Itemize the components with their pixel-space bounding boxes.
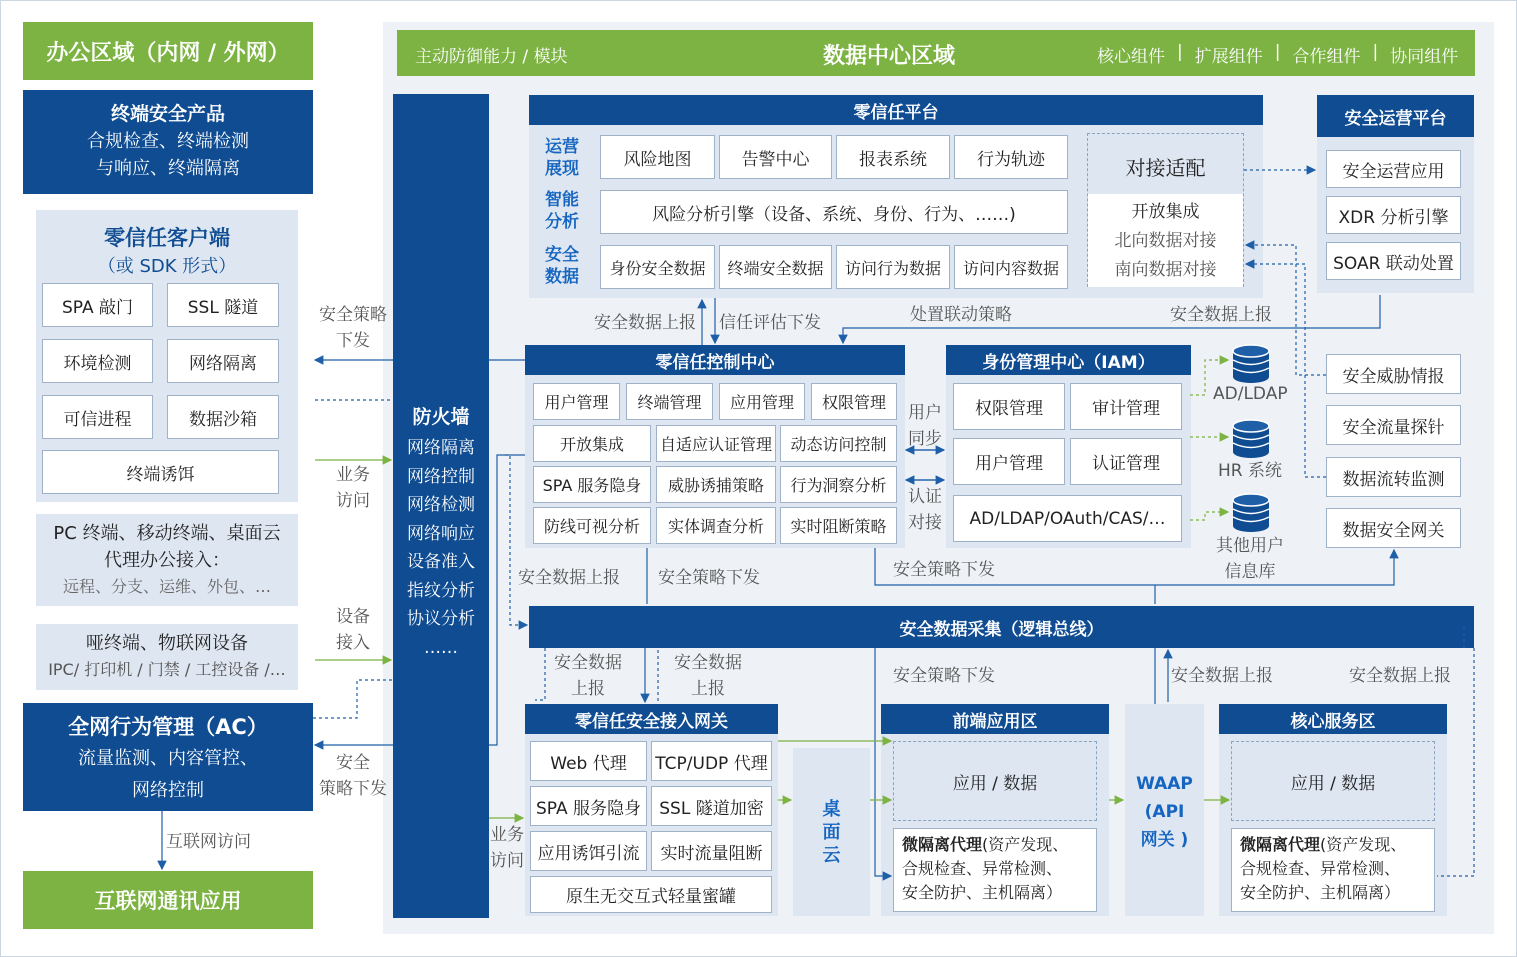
traffic-probe: 安全流量探针 (1326, 405, 1461, 445)
dock-title: 对接适配 (1125, 156, 1206, 180)
row-label: 智能 分析 (545, 190, 579, 232)
iot-title: 哑终端、物联网设备 (86, 633, 248, 654)
internet-comm-app: 互联网通讯应用 (23, 871, 313, 929)
ac-line: 网络控制 (132, 780, 204, 801)
db-label: HR 系统 (1218, 461, 1282, 481)
cc-item: 自适应认证管理 (656, 425, 776, 462)
cc-item: 威胁诱捕策略 (656, 466, 776, 503)
legend-sep: | (1177, 42, 1183, 62)
cc-item: 开放集成 (533, 425, 651, 462)
arrow-label: 业务 (490, 825, 524, 845)
dock-item: 开放集成 (1131, 202, 1200, 222)
firewall-item: 设备准入 (407, 552, 475, 572)
pc-terminals (36, 514, 298, 606)
arrow-label: 接入 (336, 633, 370, 653)
cc-item: 动态访问控制 (780, 425, 897, 462)
cc-item: 实体调查分析 (656, 507, 776, 544)
firewall-item: 网络响应 (407, 523, 475, 544)
cc-item: 应用管理 (719, 383, 805, 420)
row-label: 安全 数据 (545, 245, 579, 287)
pc-sub: 远程、分支、运维、外包、… (62, 577, 271, 596)
firewall-title: 防火墙 (412, 406, 470, 428)
arrow-label: 业务 (336, 465, 370, 485)
iam-item: 用户管理 (953, 438, 1065, 485)
cc-item: 行为洞察分析 (780, 466, 897, 503)
cc-item: 用户管理 (533, 383, 620, 420)
arrow-label: 认证 (908, 487, 942, 507)
arrow-label: 设备 (336, 607, 370, 627)
ac-behavior-management (23, 703, 313, 811)
arrow-label: 安全策略下发 (893, 666, 995, 686)
firewall-item: …… (424, 637, 458, 658)
row-label: 运营 展现 (545, 137, 579, 179)
client-item-env: 环境检测 (42, 339, 153, 383)
dock-item: 南向数据对接 (1114, 260, 1217, 280)
frontend-app-data: 应用 / 数据 (893, 741, 1097, 821)
client-title: 零信任客户端 (104, 226, 230, 250)
micro-seg-title: 微隔离代理 (1240, 835, 1321, 854)
legend-core: 核心组件 (1097, 47, 1165, 67)
micro-seg-text: (资产发现、 (1320, 835, 1407, 854)
datacenter-header (397, 30, 1475, 76)
iam-title: 身份管理中心（IAM） (946, 345, 1191, 375)
gw-item: 应用诱饵引流 (530, 831, 647, 871)
ac-line: 流量监测、内容管控、 (78, 748, 258, 769)
waap-line: (API (1144, 802, 1185, 822)
database-icon (1231, 492, 1271, 532)
header-left: 主动防御能力 / 模块 (415, 47, 568, 67)
micro-seg-line: 合规检查、异常检测、 (902, 859, 1063, 878)
arrow-label: 访问 (336, 491, 370, 511)
db-label: AD/LDAP (1213, 384, 1288, 404)
arrow-label: 同步 (908, 429, 942, 449)
core-title: 核心服务区 (1219, 704, 1447, 734)
arrow-label: 安全数据 (674, 653, 742, 673)
iam-item: 权限管理 (953, 383, 1065, 430)
firewall-item: 指纹分析 (407, 580, 475, 601)
office-region-title: 办公区域（内网 / 外网） (23, 22, 313, 80)
arrow-label: 上报 (691, 679, 725, 699)
db-label: 其他用户 (1216, 536, 1284, 556)
legend-collab: 协同组件 (1390, 47, 1459, 67)
firewall-item: 协议分析 (407, 609, 475, 629)
micro-seg-title: 微隔离代理 (902, 835, 983, 854)
alert-center: 告警中心 (719, 135, 832, 179)
arrow-label: 安全策略下发 (658, 568, 760, 588)
frontend-title: 前端应用区 (881, 704, 1109, 734)
soc-item: 安全运营应用 (1326, 150, 1461, 188)
waap-line: WAAP (1136, 774, 1193, 794)
iot-sub: IPC/ 打印机 / 门禁 / 工控设备 /… (48, 660, 286, 679)
terminal-product-line: 合规检查、终端检测 (87, 131, 249, 152)
firewall-item: 网络检测 (407, 495, 475, 515)
access-content-data: 访问内容数据 (954, 245, 1068, 289)
legend-sep: | (1274, 42, 1281, 62)
iam-item: 审计管理 (1070, 383, 1182, 430)
gw-item: Web 代理 (530, 741, 647, 781)
control-center-title: 零信任控制中心 (525, 345, 905, 375)
gw-item: SSL 隧道加密 (651, 786, 772, 826)
arrow-label: 安全数据上报 (1171, 666, 1273, 686)
legend-sep: | (1372, 42, 1379, 62)
threat-intel: 安全威胁情报 (1326, 354, 1461, 394)
data-collection-bus: 安全数据采集（逻辑总线） (529, 606, 1474, 648)
gw-item: 原生无交互式轻量蜜罐 (530, 876, 772, 913)
firewall (393, 94, 489, 918)
terminal-security-product (23, 90, 313, 194)
dock-adapter (1087, 133, 1244, 287)
arrow-label: 安全数据上报 (1349, 666, 1451, 686)
arrow-label: 安全 (336, 753, 370, 773)
legend-coop: 合作组件 (1292, 47, 1361, 67)
arrow-label: 上报 (571, 679, 605, 699)
behavior-trail: 行为轨迹 (954, 135, 1068, 179)
pc-line: 代理办公接入： (104, 550, 230, 571)
zero-trust-client (36, 210, 298, 502)
legend (1097, 42, 1458, 67)
gw-item: 实时流量阻断 (651, 831, 772, 871)
gw-item: TCP/UDP 代理 (651, 741, 772, 781)
arrow-label: 对接 (908, 513, 942, 533)
desktop-cloud-char: 面 (822, 822, 841, 843)
pc-line: PC 终端、移动终端、桌面云 (53, 523, 281, 544)
arrow-label: 用户 (908, 403, 942, 423)
micro-seg-line: 安全防护、主机隔离） (1240, 883, 1401, 902)
arrow-label: 信任评估下发 (719, 313, 821, 333)
core-app-data: 应用 / 数据 (1231, 741, 1435, 821)
firewall-item: 网络隔离 (407, 438, 475, 458)
client-item-decoy: 终端诱饵 (42, 450, 279, 494)
soc-item: SOAR 联动处置 (1326, 242, 1461, 280)
desktop-cloud-char: 桌 (822, 799, 841, 820)
client-subtitle: （或 SDK 形式） (97, 256, 237, 277)
terminal-data: 终端安全数据 (719, 245, 832, 289)
risk-engine: 风险分析引擎（设备、系统、身份、行为、……) (600, 190, 1068, 234)
platform-title: 零信任平台 (529, 95, 1263, 125)
cc-item: 权限管理 (811, 383, 897, 420)
database-icon (1231, 418, 1271, 458)
arrow-label: 安全数据上报 (518, 568, 620, 588)
soc-item: XDR 分析引擎 (1326, 196, 1461, 234)
access-behavior-data: 访问行为数据 (836, 245, 950, 289)
desktop-cloud-char: 云 (822, 845, 841, 866)
arrow-label: 下发 (336, 331, 370, 351)
arrow-label: 安全策略 (319, 305, 387, 325)
gw-item: SPA 服务隐身 (530, 786, 647, 826)
client-item-sandbox: 数据沙箱 (167, 395, 279, 439)
cc-item: SPA 服务隐身 (533, 466, 651, 503)
datacenter-title: 数据中心区域 (823, 44, 956, 69)
arrow-label: 安全数据上报 (594, 313, 696, 333)
identity-data: 身份安全数据 (600, 245, 715, 289)
arrow-label: 安全策略下发 (893, 560, 995, 580)
cc-item: 实时阻断策略 (780, 507, 897, 544)
arrow-label: 处置联动策略 (910, 305, 1012, 325)
micro-seg-text: (资产发现、 (982, 835, 1069, 854)
gateway-title: 零信任安全接入网关 (525, 704, 778, 734)
dock-item: 北向数据对接 (1114, 231, 1217, 251)
iam-item: AD/LDAP/OAuth/CAS/… (953, 495, 1182, 542)
client-item-isolation: 网络隔离 (167, 339, 279, 383)
arrow-label: 访问 (490, 851, 524, 871)
micro-seg-line: 合规检查、异常检测、 (1240, 859, 1401, 878)
cc-item: 防线可视分析 (533, 507, 651, 544)
iot-devices (36, 624, 298, 690)
data-flow-monitor: 数据流转监测 (1326, 457, 1461, 497)
ac-title: 全网行为管理（AC） (68, 715, 268, 739)
internet-access-label: 互联网访问 (166, 832, 251, 852)
data-security-gateway: 数据安全网关 (1326, 508, 1461, 548)
report-system: 报表系统 (836, 135, 950, 179)
db-label: 信息库 (1224, 562, 1276, 582)
arrow-label: 安全数据 (554, 653, 622, 673)
waap-line: 网关 ) (1140, 830, 1189, 850)
database-icon (1231, 343, 1271, 383)
legend-ext: 扩展组件 (1194, 47, 1263, 67)
client-item-ssl: SSL 隧道 (167, 283, 279, 327)
cc-item: 终端管理 (626, 383, 713, 420)
risk-map: 风险地图 (600, 135, 715, 179)
micro-seg-line: 安全防护、主机隔离） (902, 883, 1063, 902)
client-item-trusted-process: 可信进程 (42, 395, 153, 439)
arrow-label: 安全数据上报 (1170, 305, 1272, 325)
client-item-spa: SPA 敲门 (42, 283, 153, 327)
soc-title: 安全运营平台 (1317, 95, 1474, 137)
iam-item: 认证管理 (1070, 438, 1182, 485)
firewall-item: 网络控制 (407, 466, 475, 487)
terminal-product-line: 与响应、终端隔离 (96, 158, 240, 179)
arrow-label: 策略下发 (319, 779, 387, 799)
terminal-product-title: 终端安全产品 (110, 103, 225, 125)
